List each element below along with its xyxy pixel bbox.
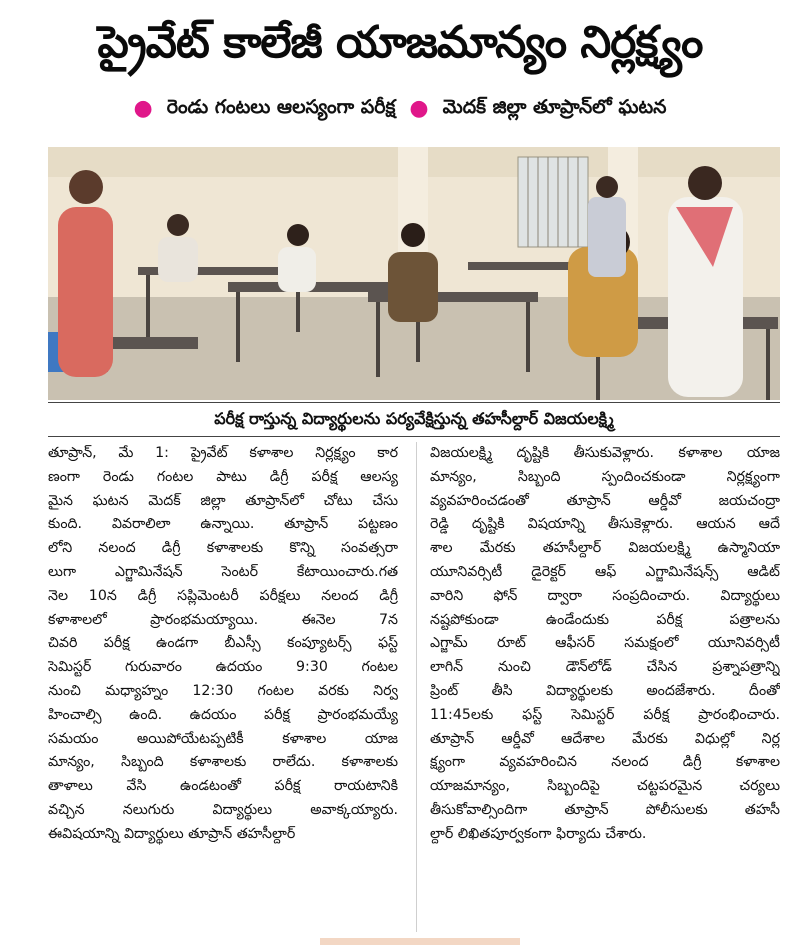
text-line: ణంగా రెండు గంటల పాటు డిగ్రీ పరీక్ష ఆలస్య [48,468,398,485]
subhead-2: మెదక్ జిల్లా తూప్రాన్‌లో ఘటన [442,95,667,118]
caption-rule-bottom [48,436,780,437]
text-line: నష్టపోకుండా ఉండేందుకు పరీక్ష పత్రాలను [430,611,780,628]
text-line: నెల 10న డిగ్రీ సప్లిమెంటరీ పరీక్షలు నలంద డిగ్రీ [48,587,398,604]
text-line: మాన్యం, సిబ్బంది కళాశాలకు రాలేదు. కళాశాలకు [48,754,398,771]
classroom-illustration [48,147,780,400]
text-line: కుంది. వివరాలిలా ఉన్నాయి. తూప్రాన్ పట్టణం [48,516,398,533]
headline: ప్రైవేట్ కాలేజీ యాజమాన్యం నిర్లక్ష్యం [97,17,703,68]
text-line: సమయం అయిపోయేటప్పటికీ కళాశాల యాజ [48,730,398,747]
text-line: నుంచి మధ్యాహ్నం 12:30 గంటల వరకు నిర్వ [48,682,398,699]
text-line: ఎగ్జామ్ రూట్ ఆఫీసర్ సమక్షంలో యూనివర్సిటీ [430,635,780,652]
text-line: ఈవిషయాన్ని విద్యార్థులు తూప్రాన్ తహసీల్దార్ [48,825,296,842]
text-line: రెడ్డి దృష్టికి విషయాన్ని తీసుకెళ్లారు. ఆయన ఆదే [430,516,780,533]
text-line: చివరి పరీక్ష ఉండగా బీఎస్సీ కంప్యూటర్స్ ఫస్ట్ [48,635,398,652]
text-line: తూప్రాన్, మే 1: ప్రైవేట్ కళాశాల నిర్లక్ష్యం కార [48,445,398,461]
text-line: క్ష్యంగా వ్యవహరించిన నలంద డిగ్రీ కళాశాల [430,754,780,771]
photo-caption: పరీక్ష రాస్తున్న విద్యార్థులను పర్యవేక్షిస్తున్న తహసీల్దార్ విజయలక్ష్మి [214,409,614,428]
text-line: లుగా ఎగ్జామినేషన్ సెంటర్ కేటాయించారు.గత [48,563,398,580]
text-line: లోని నలంద డిగ్రీ కళాశాలకు కొన్ని సంవత్సరా [48,540,398,557]
text-line: 11:45లకు ఫస్ట్ సెమిస్టర్ పరీక్ష ప్రారంభించారు. [430,706,780,723]
text-line: తాళాలు వేసి ఉండటంతో పరీక్ష రాయటానికి [48,778,398,795]
news-photo [48,147,780,400]
text-line: లాగిన్ నుంచి డౌన్‌లోడ్ చేసిన ప్రశ్నాపత్రాన్ని [430,659,780,676]
text-line: ప్రింట్ తీసి విద్యార్థులకు అందజేశారు. దీంతో [430,682,780,699]
text-line: హించాల్సి ఉంది. ఉదయం పరీక్ష ప్రారంభమయ్యే [48,706,398,723]
text-line: తూప్రాన్ ఆర్డీవో ఆదేశాల మేరకు విధుల్లో నిర్ల [430,730,780,747]
bullet-icon: ● [409,96,429,121]
text-line: శాల మేరకు తహసీల్దార్ విజయలక్ష్మి ఉస్మానియా [430,540,780,557]
text-line: మాన్యం, సిబ్బంది స్పందించకుండా నిర్లక్ష్యంగా [430,468,780,485]
text-line: విజయలక్ష్మి దృష్టికి తీసుకువెళ్లారు. కళాశాల యాజ [430,445,780,461]
text-line: వ్యవహరించడంతో తూప్రాన్ ఆర్డీవో జయచంద్రా [430,492,780,509]
text-line: వారిని ఫోన్ ద్వారా సంప్రదించారు. విద్యార్థులు [430,587,780,604]
text-line: కళాశాలలో ప్రారంభమయ్యాయి. ఈనెల 7న [48,611,398,628]
text-line: తీసుకోవాల్సిందిగా తూప్రాన్ పోలీసులకు తహసీ [430,801,780,818]
text-line: సెమిస్టర్ గురువారం ఉదయం 9:30 గంటల [48,659,398,676]
article-column-right [430,442,780,940]
page-edge-mark [320,938,520,945]
text-line: మైన ఘటన మెదక్ జిల్లా తూప్రాన్‌లో చోటు చేసు [48,492,398,509]
article-column-left [48,442,398,940]
text-line: యాజమాన్యం, సిబ్బందిపై చట్టపరమైన చర్యలు [430,778,780,795]
subhead-1: రెండు గంటలు ఆలస్యంగా పరీక్ష [166,95,396,118]
column-divider [416,442,417,932]
text-line: యూనివర్సిటీ డైరెక్టర్ ఆఫ్ ఎగ్జామినేషన్స్ ఆడిట్ [430,563,780,580]
bullet-icon: ● [133,96,153,121]
subheadline-row [0,92,800,126]
text-line: వచ్చిన నలుగురు విద్యార్థులు అవాక్కయ్యారు. [48,801,398,818]
text-line: ల్దార్ లిఖితపూర్వకంగా ఫిర్యాదు చేశారు. [430,825,647,842]
